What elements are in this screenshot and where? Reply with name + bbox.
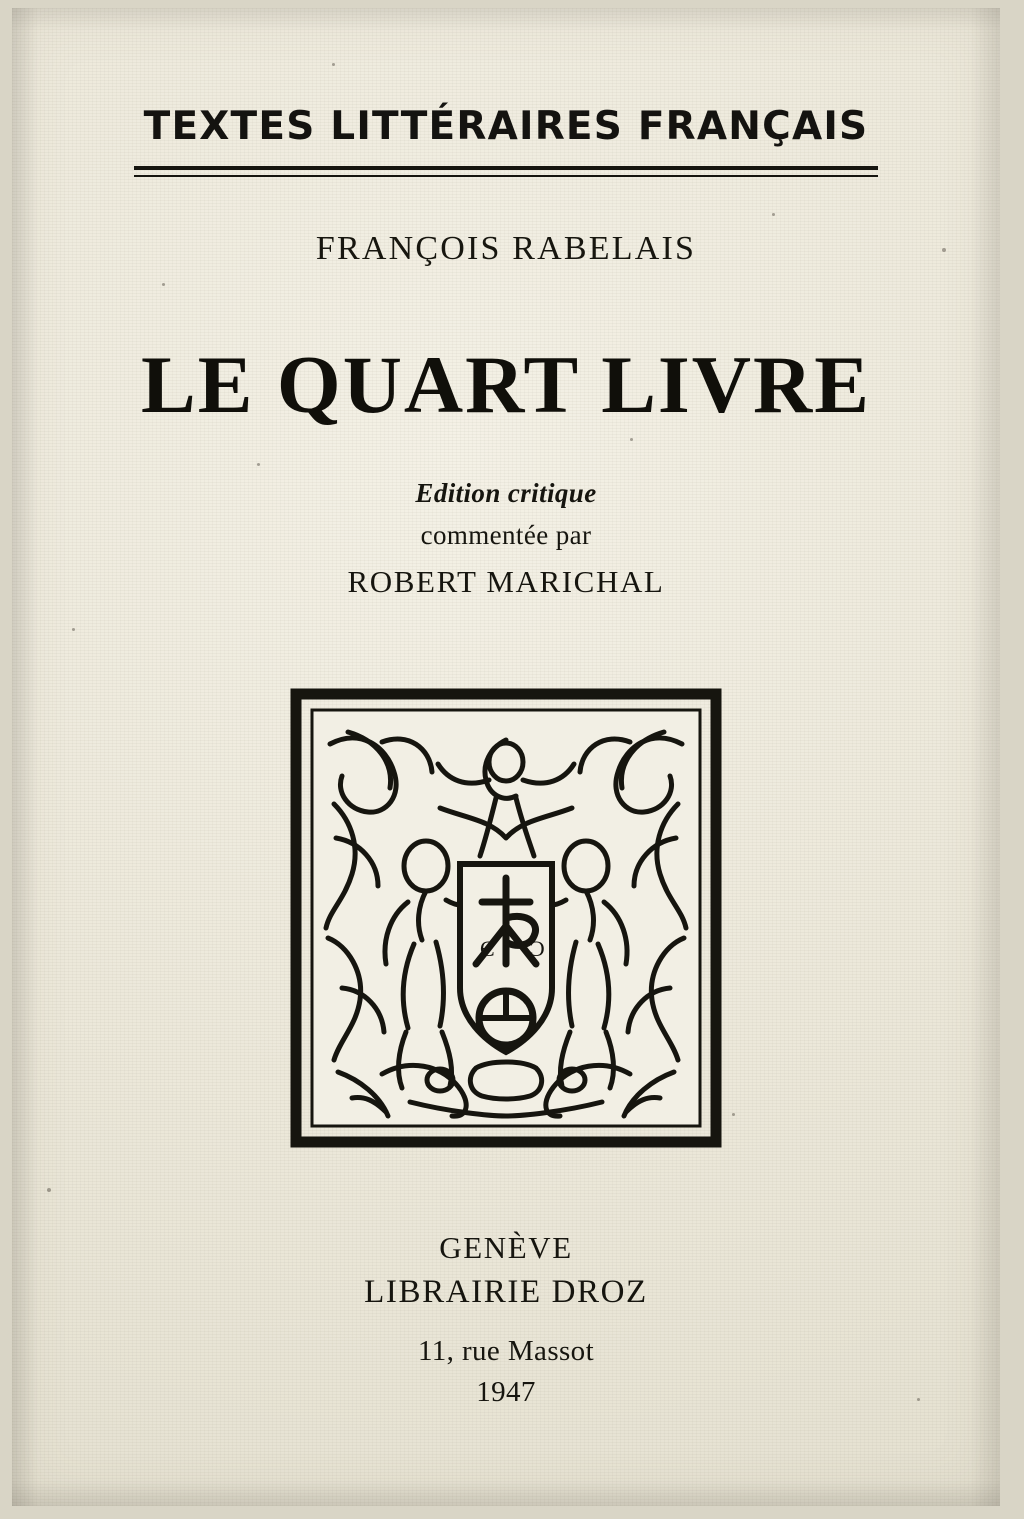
cover-paper bbox=[12, 8, 1000, 1506]
paper-speck bbox=[772, 213, 775, 216]
author-name: FRANÇOIS RABELAIS bbox=[315, 230, 697, 267]
rule-thin bbox=[134, 175, 878, 177]
paper-speck bbox=[162, 283, 165, 286]
editor-name: ROBERT MARICHAL bbox=[347, 564, 665, 599]
paper-speck bbox=[732, 1113, 735, 1116]
imprint-block bbox=[12, 1230, 1000, 1409]
cover-content bbox=[12, 8, 1000, 1506]
edition-type: Edition critique bbox=[415, 478, 597, 508]
imprint-city: GENÈVE bbox=[439, 1230, 573, 1265]
printers-device-icon bbox=[290, 688, 722, 1148]
page-title: LE QUART LIVRE bbox=[141, 339, 871, 430]
paper-speck bbox=[257, 463, 260, 466]
imprint-address: 11, rue Massot bbox=[417, 1335, 595, 1367]
paper-speck bbox=[917, 1398, 920, 1401]
paper-speck bbox=[72, 628, 75, 631]
paper-speck bbox=[47, 1188, 51, 1192]
paper-speck bbox=[630, 438, 633, 441]
monogram-letter-e: Є bbox=[480, 936, 495, 961]
imprint-publisher: LIBRAIRIE DROZ bbox=[364, 1274, 648, 1310]
paper-speck bbox=[332, 63, 335, 66]
paper-speck bbox=[942, 248, 946, 252]
monogram-letter-d: Ɔ bbox=[530, 936, 545, 961]
series-title: TEXTES LITTÉRAIRES FRANÇAIS bbox=[143, 104, 869, 149]
edition-statement bbox=[12, 478, 1000, 600]
imprint-year: 1947 bbox=[476, 1376, 536, 1408]
double-rule-divider bbox=[134, 166, 878, 177]
edition-commented-by: commentée par bbox=[420, 520, 592, 550]
